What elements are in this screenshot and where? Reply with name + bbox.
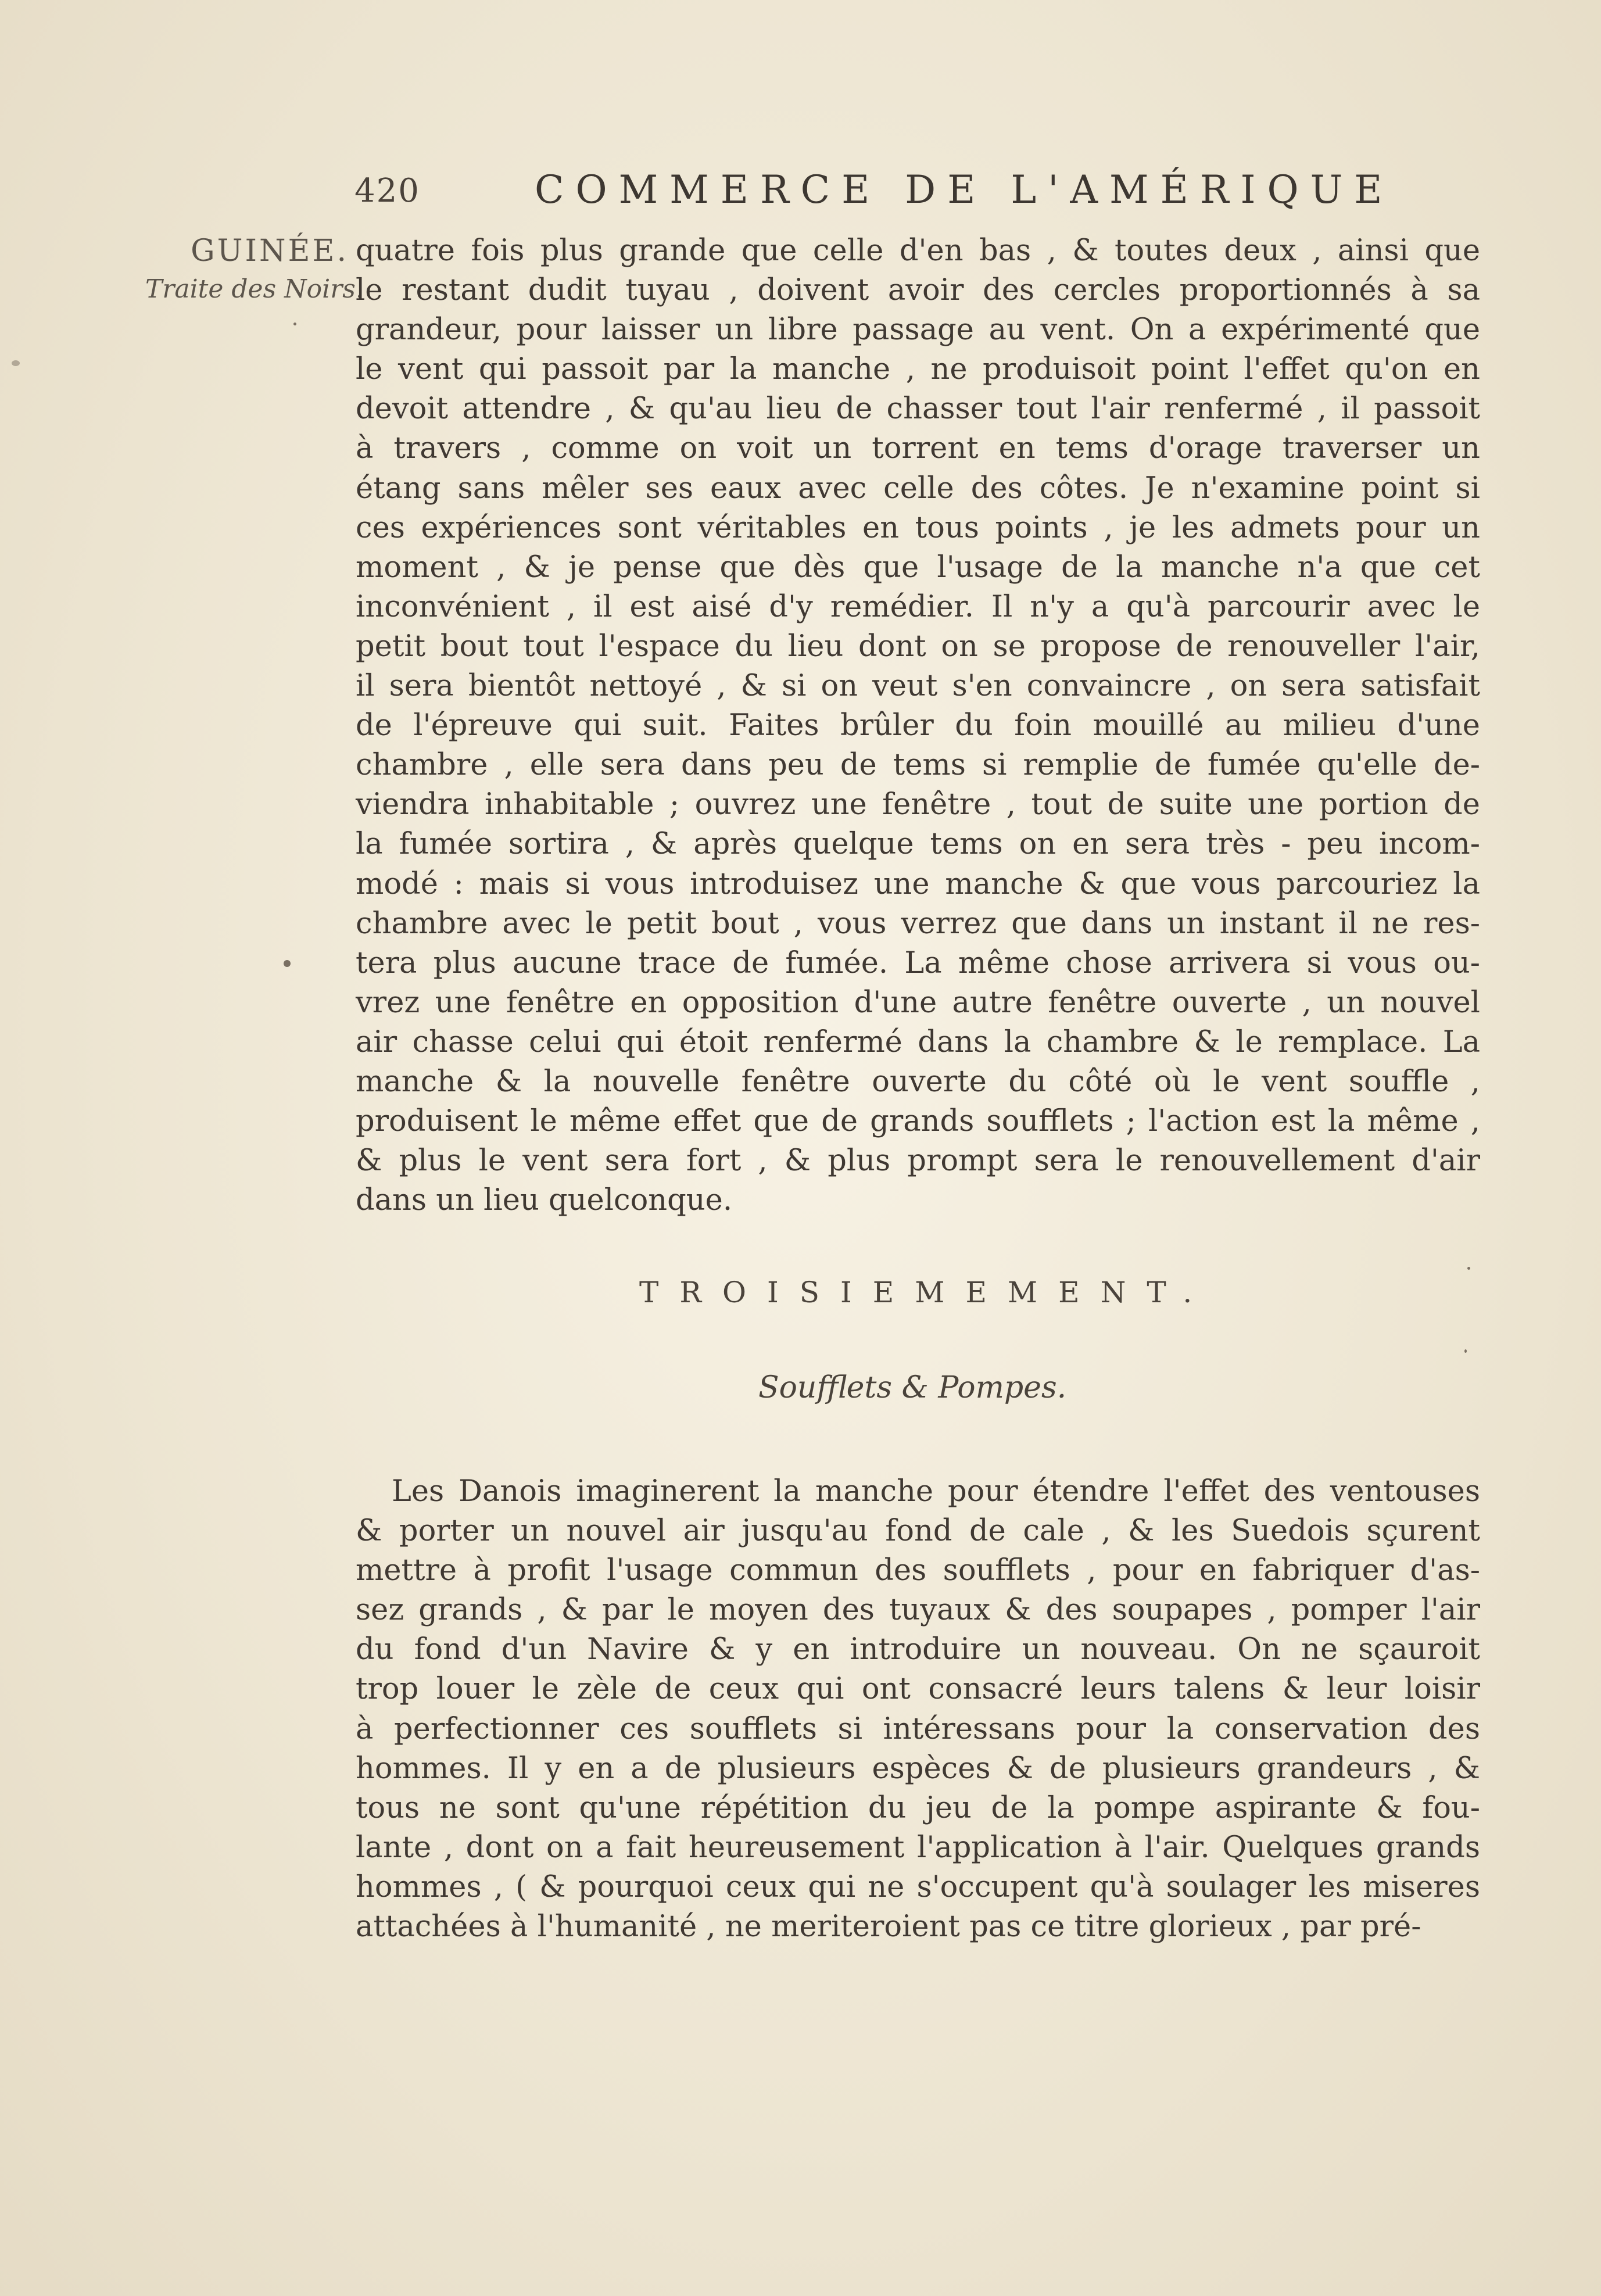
running-title: COMMERCE DE L'AMÉRIQUE [535,167,1394,212]
paragraph-2 [356,1472,1480,1947]
section-subheading: Soufflets & Pompes. [758,1370,1067,1405]
text-line: mettre à profit l'usage commun des soufflets , pour en fabriquer d'as- [356,1553,1480,1588]
page-header [354,167,1394,214]
text-line: le restant dudit tuyau , doivent avoir des cercles proportionnés à sa [356,273,1480,308]
text-line: étang sans mêler ses eaux avec celle des côtes. Je n'examine point si [356,471,1480,506]
text-line: chambre , elle sera dans peu de tems si remplie de fumée qu'elle de- [356,748,1480,783]
text-line: de l'épreuve qui suit. Faites brûler du foin mouillé au milieu d'une [356,708,1480,743]
text-line: modé : mais si vous introduisez une manche & que vous parcouriez la [356,866,1480,901]
text-line: quatre fois plus grande que celle d'en bas , & toutes deux , ainsi que [356,234,1480,268]
text-line: & porter un nouvel air jusqu'au fond de cale , & les Suedois sçurent [356,1514,1480,1549]
paragraph-1 [356,231,1480,1220]
text-line: tous ne sont qu'une répétition du jeu de la pompe aspirante & fou- [356,1790,1480,1825]
text-line: vrez une fenêtre en opposition d'une autre fenêtre ouverte , un nouvel [356,985,1480,1020]
text-line: dans un lieu quelconque. [356,1183,733,1218]
text-line: inconvénient , il est aisé d'y remédier. Il n'y a qu'à parcourir avec le [356,589,1480,624]
text-line: à perfectionner ces soufflets si intéressans pour la conservation des [356,1711,1480,1746]
text-line: la fumée sortira , & après quelque tems on en sera très - peu incom- [356,827,1480,862]
text-line: Les Danois imaginerent la manche pour étendre l'effet des ventouses [392,1474,1480,1509]
paper-speck [1467,1267,1470,1270]
text-line: le vent qui passoit par la manche , ne produisoit point l'effet qu'on en [356,352,1480,387]
margin-note-traite: Traite des Noirs. [145,274,364,304]
margin-note-guinee: GUINÉE. [191,234,349,268]
text-line: grandeur, pour laisser un libre passage au vent. On a expérimenté que [356,313,1480,348]
text-line: & plus le vent sera fort , & plus prompt sera le renouvellement d'air [356,1144,1480,1179]
paper-speck [293,323,296,325]
text-line: hommes. Il y en a de plusieurs espèces & de plusieurs grandeurs , & [356,1751,1480,1786]
text-line: petit bout tout l'espace du lieu dont on se propose de renouveller l'air, [356,629,1480,664]
text-line: attachées à l'humanité , ne meriteroient pas ce titre glorieux , par pré- [356,1910,1421,1944]
text-line: moment , & je pense que dès que l'usage de la manche n'a que cet [356,550,1480,585]
page-number: 420 [354,172,420,210]
text-line: du fond d'un Navire & y en introduire un nouveau. On ne sçauroit [356,1632,1480,1667]
paper-speck [284,960,291,967]
paper-speck [12,360,20,366]
text-line: chambre avec le petit bout , vous verrez que dans un instant il ne res- [356,906,1480,941]
text-line: sez grands , & par le moyen des tuyaux & des soupapes , pomper l'air [356,1593,1480,1628]
text-line: tera plus aucune trace de fumée. La même chose arrivera si vous ou- [356,945,1480,980]
text-line: il sera bientôt nettoyé , & si on veut s'en convaincre , on sera satisfait [356,669,1480,704]
text-line: hommes , ( & pourquoi ceux qui ne s'occupent qu'à soulager les miseres [356,1869,1480,1904]
text-line: trop louer le zèle de ceux qui ont consacré leurs talens & leur loisir [356,1672,1480,1707]
text-line: lante , dont on a fait heureusement l'application à l'air. Quelques grands [356,1830,1480,1865]
paper-speck [1464,1349,1467,1353]
text-line: à travers , comme on voit un torrent en tems d'orage traverser un [356,431,1480,466]
text-line: air chasse celui qui étoit renfermé dans la chambre & le remplace. La [356,1025,1480,1059]
margin-notes [145,231,364,308]
text-line: devoit attendre , & qu'au lieu de chasser tout l'air renfermé , il passoit [356,392,1480,427]
section-heading: TROISIEMEMENT. [639,1276,1213,1309]
text-line: manche & la nouvelle fenêtre ouverte du côté où le vent souffle , [356,1064,1480,1099]
text-line: ces expériences sont véritables en tous points , je les admets pour un [356,510,1480,545]
text-line: produisent le même effet que de grands soufflets ; l'action est la même , [356,1104,1480,1139]
text-line: viendra inhabitable ; ouvrez une fenêtre , tout de suite une portion de [356,787,1480,822]
